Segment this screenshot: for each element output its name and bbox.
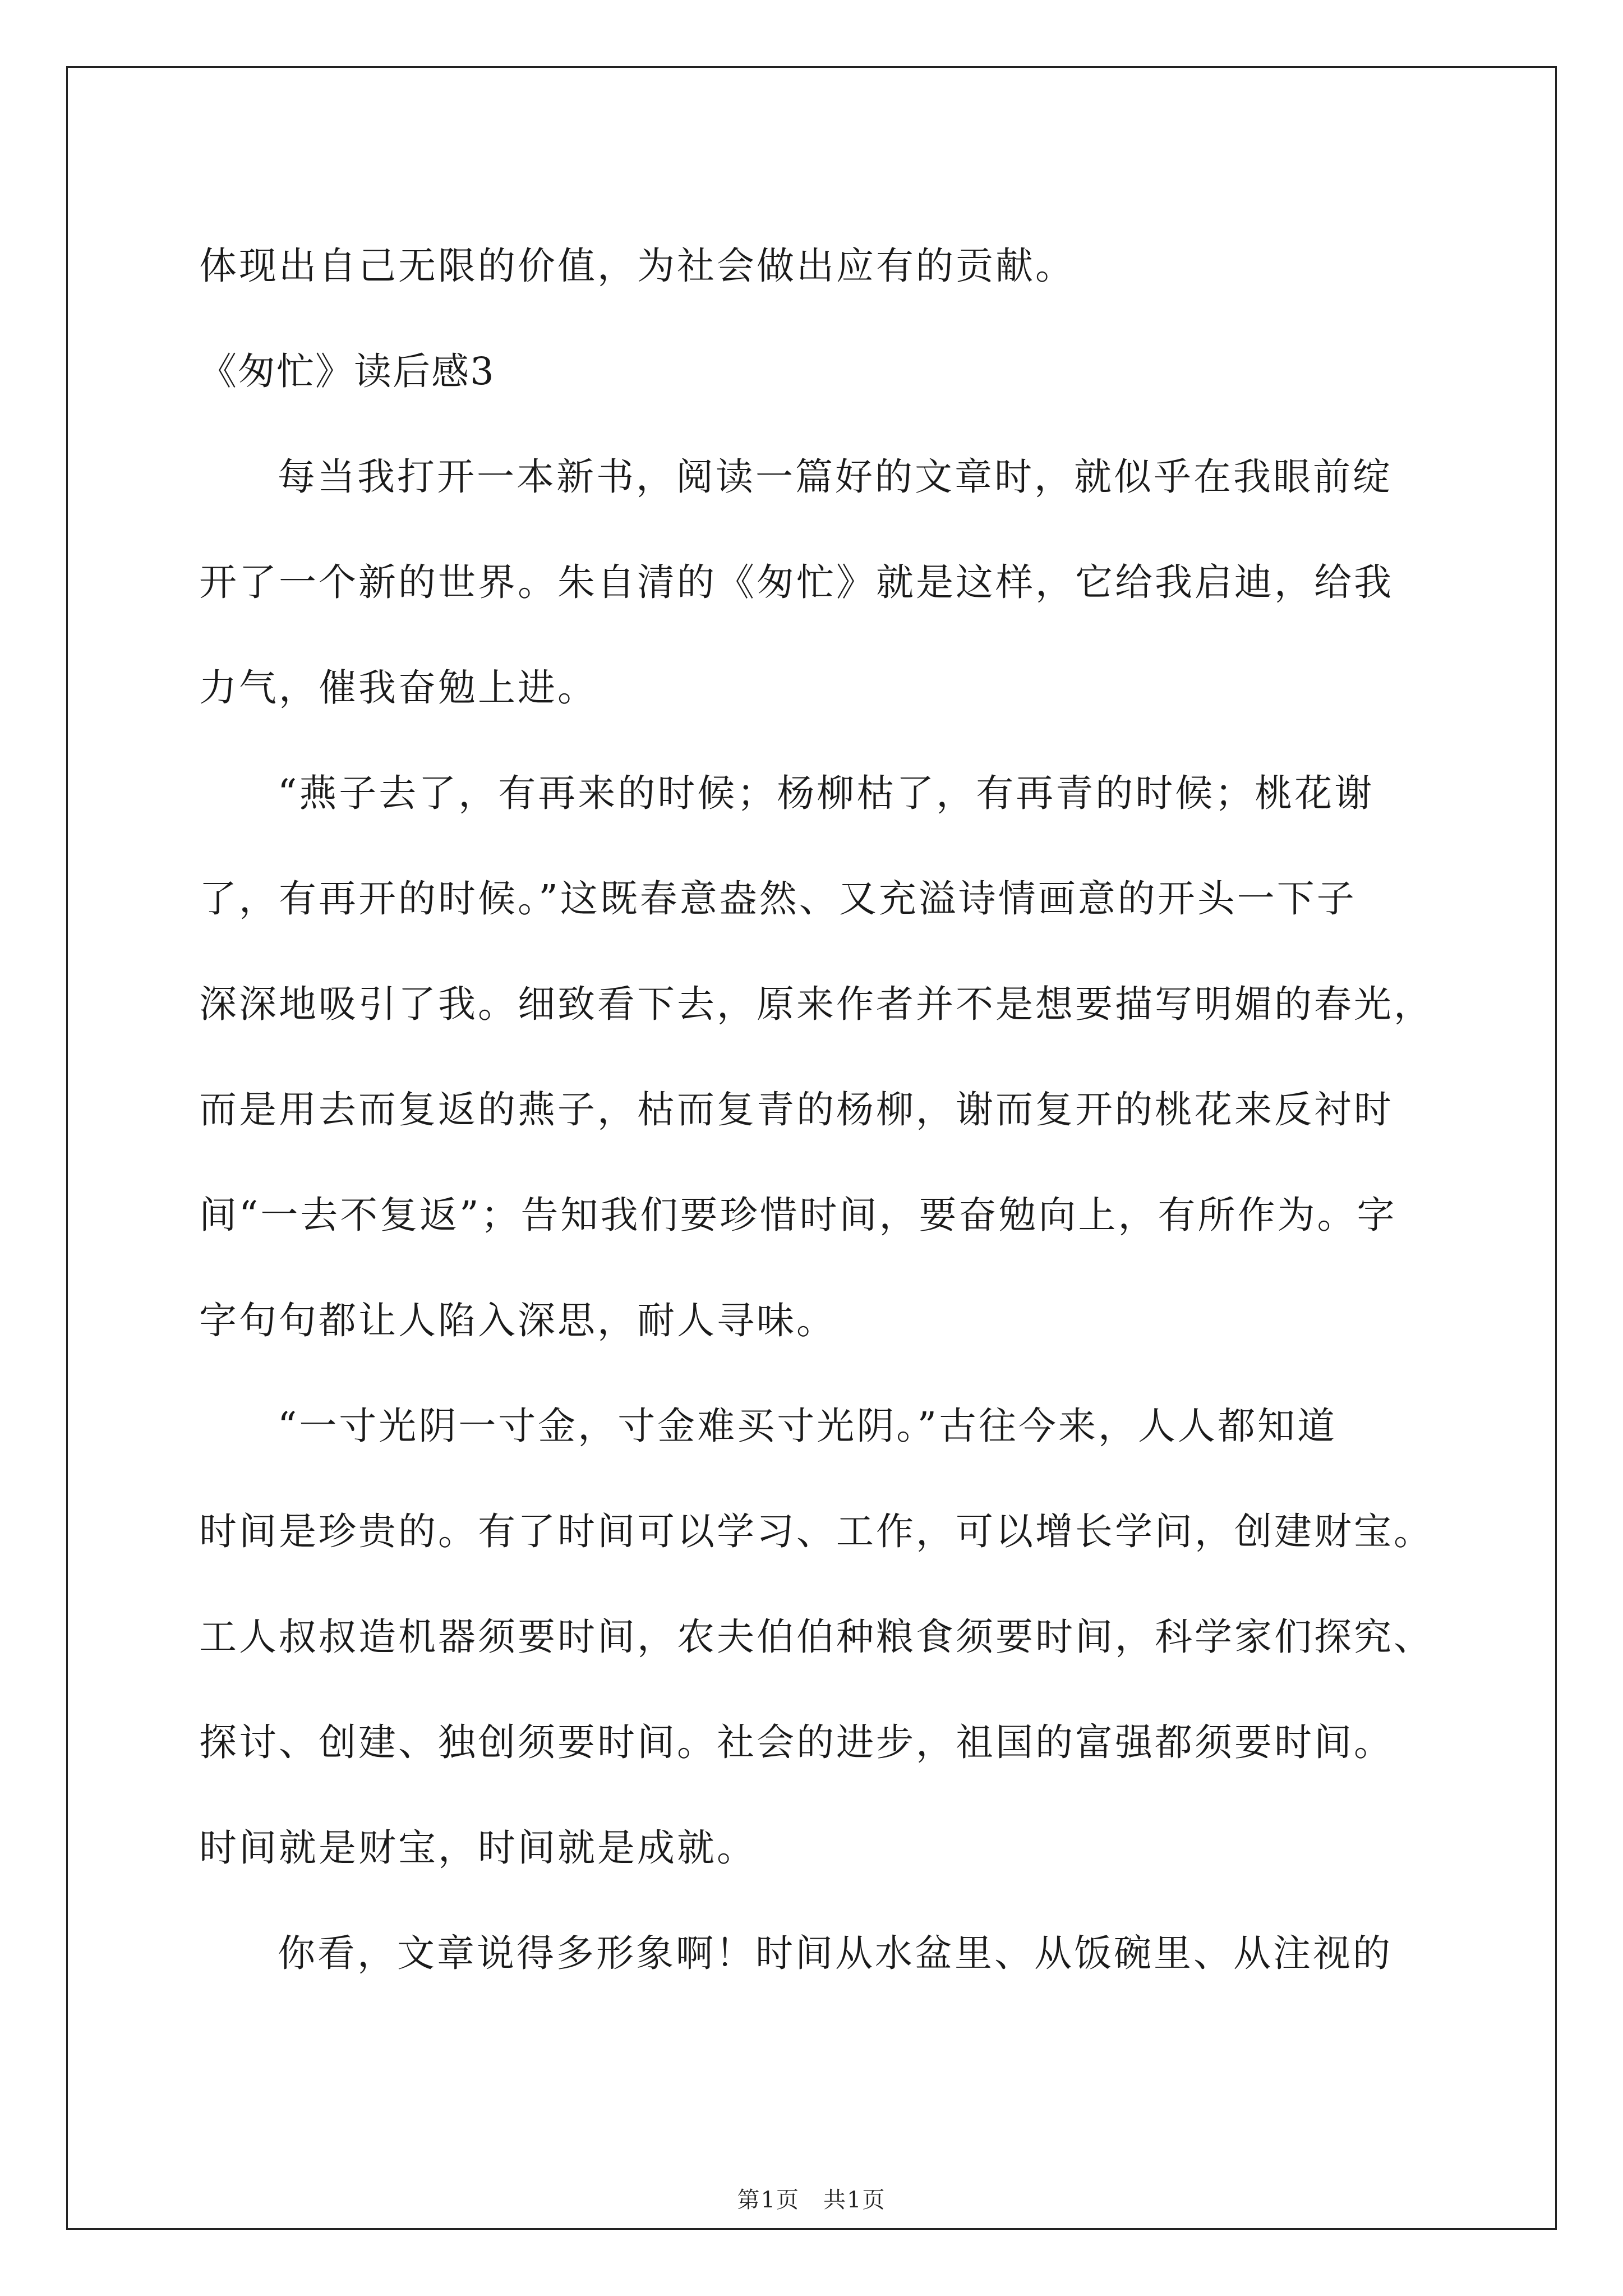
text-line-16: 时间就是财宝，时间就是成就。 [199, 1826, 757, 1870]
text-line-11: 字句句都让人陷入深思，耐人寻味。 [199, 1299, 836, 1342]
text-line-7: 了，有再开的时候。”这既春意盎然、又充溢诗情画意的开头一下子 [199, 877, 1357, 921]
text-line-9: 而是用去而复返的燕子，枯而复青的杨柳，谢而复开的桃花来反衬时 [199, 1088, 1394, 1131]
text-line-8: 深深地吸引了我。细致看下去，原来作者并不是想要描写明媚的春光， [199, 982, 1433, 1026]
document-body [199, 213, 1461, 2006]
text-line-4: 开了一个新的世界。朱自清的《匆忙》就是这样，它给我启迪，给我 [199, 560, 1394, 604]
text-line-13: 时间是珍贵的。有了时间可以学习、工作，可以增长学问，创建财宝。 [199, 1510, 1433, 1553]
text-line-3: 每当我打开一本新书，阅读一篇好的文章时，就似乎在我眼前绽 [278, 455, 1393, 499]
text-line-14: 工人叔叔造机器须要时间，农夫伯伯种粮食须要时间，科学家们探究、 [199, 1615, 1433, 1659]
page-number: 第1页 共1页 [737, 2187, 886, 2213]
text-line-12: “一寸光阴一寸金，寸金难买寸光阴。”古往今来，人人都知道 [278, 1404, 1338, 1448]
section-title: 《匆忙》读后感3 [199, 349, 495, 393]
text-line-1: 体现出自己无限的价值，为社会做出应有的贡献。 [199, 244, 1075, 288]
text-line-5: 力气，催我奋勉上进。 [199, 666, 597, 710]
text-line-15: 探讨、创建、独创须要时间。社会的进步，祖国的富强都须要时间。 [199, 1720, 1394, 1764]
text-line-17: 你看，文章说得多形象啊！时间从水盆里、从饭碗里、从注视的 [278, 1931, 1393, 1975]
text-line-6: “燕子去了，有再来的时候；杨柳枯了，有再青的时候；桃花谢 [278, 771, 1375, 815]
text-line-10: 间“一去不复返”；告知我们要珍惜时间，要奋勉向上，有所作为。字 [199, 1193, 1397, 1237]
